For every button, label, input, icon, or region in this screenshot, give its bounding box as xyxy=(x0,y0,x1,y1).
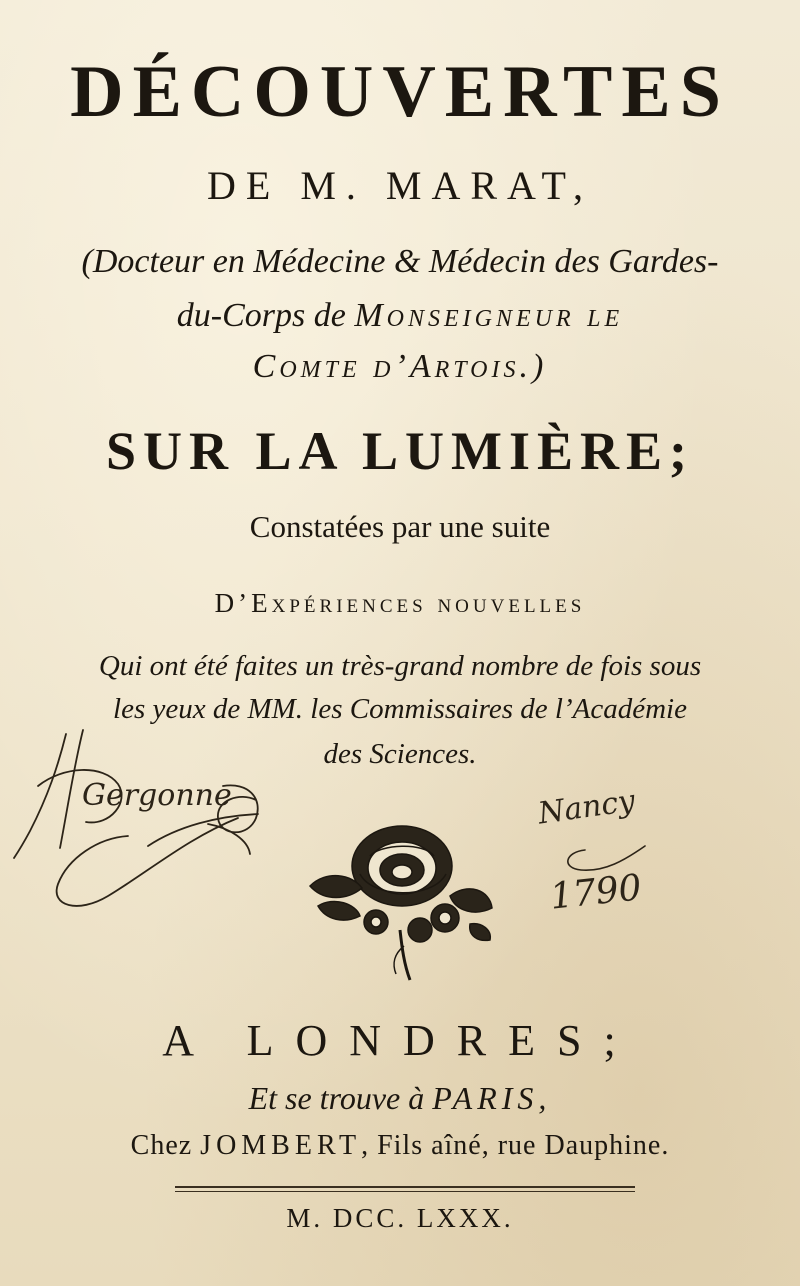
main-title: DÉCOUVERTES xyxy=(70,51,730,133)
rose-bouquet-icon xyxy=(300,818,500,983)
author-line: DE M. MARAT, xyxy=(207,163,593,208)
publisher-prefix: Chez xyxy=(130,1130,201,1161)
publisher-address: , Fils aîné, rue Dauphine. xyxy=(361,1130,670,1161)
subject-title: SUR LA LUMIÈRE; xyxy=(105,421,695,481)
detail-line-3: des Sciences. xyxy=(323,738,477,770)
imprint-sold-at xyxy=(0,1080,800,1117)
imprint-publisher xyxy=(0,1130,800,1162)
handwritten-signature: Gergonne xyxy=(82,778,232,813)
author-qualification-line-3: Comte d’Artois.) xyxy=(252,348,548,385)
sold-at-text: Et se trouve à xyxy=(248,1080,433,1116)
imprint-city: A LONDRES; xyxy=(162,1016,638,1065)
author-qualification-line-1: (Docteur en Médecine & Médecin des Gardes- xyxy=(81,243,719,280)
handwritten-year: 1790 xyxy=(548,867,644,918)
monseigneur-text: Monseigneur le xyxy=(354,297,624,334)
imprint-rule-thick xyxy=(175,1186,635,1188)
imprint-rule-thin xyxy=(175,1191,635,1192)
detail-line-1: Qui ont été faites un très-grand nombre de fois sous xyxy=(98,650,702,682)
imprint-date: M. DCC. LXXX. xyxy=(286,1203,514,1233)
publisher-name: JOMBERT xyxy=(200,1130,362,1161)
detail-line-2: les yeux de MM. les Commissaires de l’Académie xyxy=(113,693,687,725)
qualification-text: du-Corps de xyxy=(176,297,355,334)
author-qualification-line-2 xyxy=(0,297,800,335)
subtitle-line-1: Constatées par une suite xyxy=(249,509,551,544)
handwritten-place: Nancy xyxy=(536,783,638,832)
signature-flourish-icon xyxy=(8,726,278,936)
paris-text: PARIS, xyxy=(432,1080,552,1116)
subtitle-line-2: D’Expériences nouvelles xyxy=(214,588,586,618)
